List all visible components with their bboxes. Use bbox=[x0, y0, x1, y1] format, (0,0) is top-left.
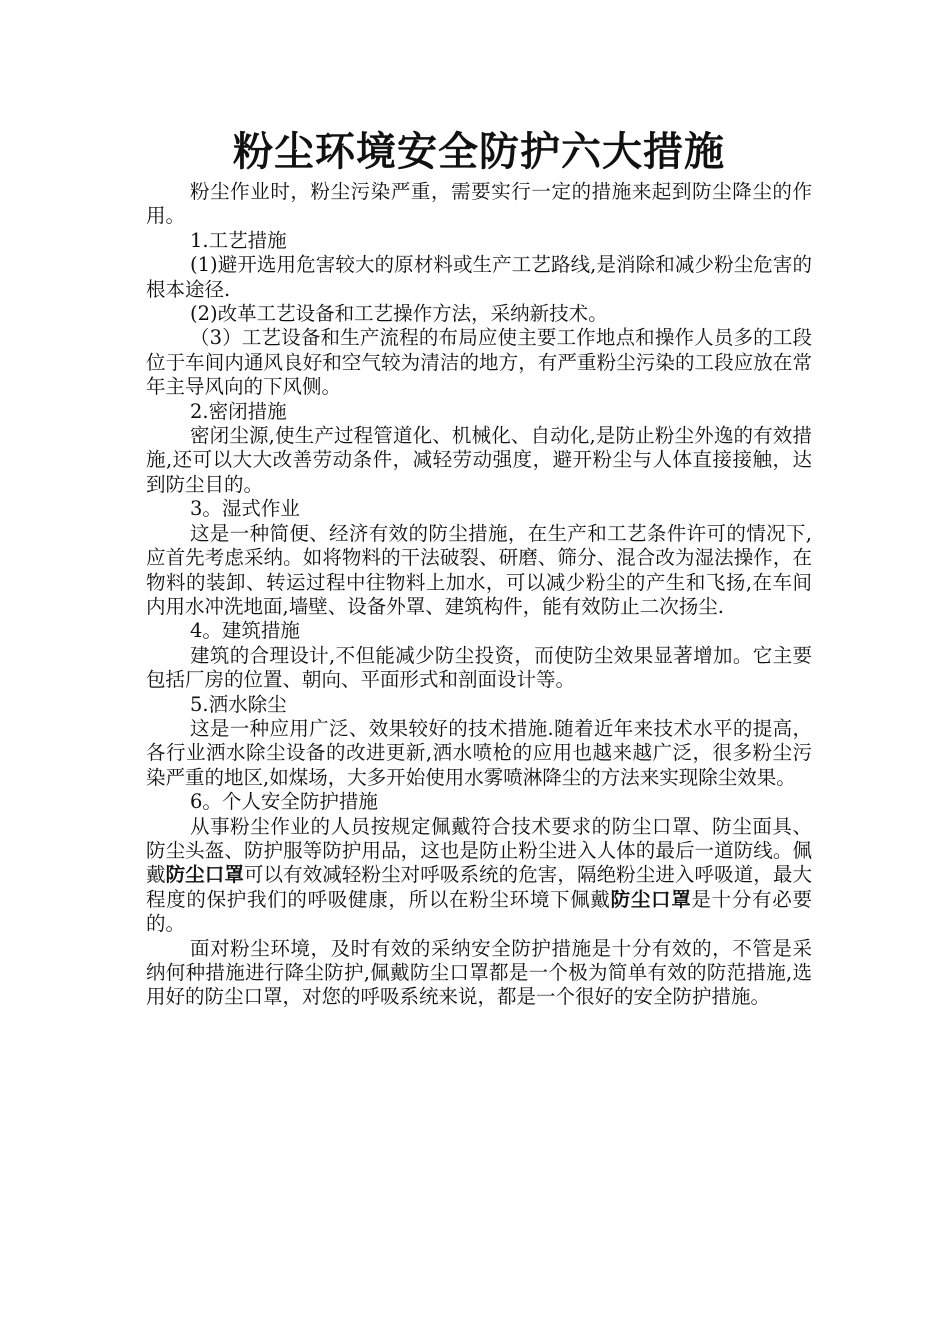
section-1-paragraph-3: （3）工艺设备和生产流程的布局应使主要工作地点和操作人员多的工段位于车间内通风良好和空气较为清洁的地方，有严重粉尘污染的工段应放在常年主导风向的下风侧。 bbox=[146, 326, 812, 399]
section-heading-3: 3。湿式作业 bbox=[190, 497, 300, 521]
section-heading-5: 5.洒水除尘 bbox=[190, 692, 287, 716]
intro-paragraph: 粉尘作业时，粉尘污染严重，需要实行一定的措施来起到防尘降尘的作用。 bbox=[146, 180, 812, 228]
section-6-paragraph-1 bbox=[146, 815, 812, 937]
document-body bbox=[146, 180, 812, 1010]
section-2-paragraph-1: 密闭尘源,使生产过程管道化、机械化、自动化,是防止粉尘外逸的有效措施,还可以大大改善劳动条件，减轻劳动强度，避开粉尘与人体直接接触，达到防尘目的。 bbox=[146, 424, 812, 496]
section-heading-1: 1.工艺措施 bbox=[190, 228, 287, 252]
dust-mask-keyword: 防尘口罩 bbox=[165, 863, 244, 887]
section-6-text-c: 可以有效减轻粉尘对呼吸系统的危害，隔绝粉尘进入呼吸道，最大程度的保护我们的呼吸健康，所以在粉尘环境下佩戴 bbox=[146, 863, 812, 911]
section-4-paragraph-1: 建筑的合理设计,不但能减少防尘投资，而使防尘效果显著增加。它主要包括厂房的位置、朝向、平面形式和剖面设计等。 bbox=[146, 643, 812, 692]
section-6-text-a: 从事粉尘作业的人员按规定佩戴符合技术要求的防尘口罩、防尘面具、防尘头盔、防护服等防护用品，这也是防止粉尘进入人体的最后一道防线。佩戴 bbox=[146, 814, 812, 887]
section-1-paragraph-1: (1)避开选用危害较大的原材料或生产工艺路线,是消除和减少粉尘危害的根本途径. bbox=[146, 253, 812, 301]
section-heading-2: 2.密闭措施 bbox=[190, 399, 287, 423]
dust-mask-keyword: 防尘口罩 bbox=[610, 887, 692, 911]
section-6-text-e: 是十分有必要的。 bbox=[146, 887, 812, 936]
document-title: 粉尘环境安全防护六大措施 bbox=[233, 129, 725, 175]
section-1-paragraph-2: (2)改革工艺设备和工艺操作方法，采纳新技术。 bbox=[190, 302, 608, 326]
section-heading-4: 4。建筑措施 bbox=[190, 619, 300, 643]
section-5-paragraph-1: 这是一种应用广泛、效果较好的技术措施.随着近年来技术水平的提高，各行业洒水除尘设备的改进更新,洒水喷枪的应用也越来越广泛，很多粉尘污染严重的地区,如煤场，大多开始使用水雾喷淋降尘的方法来实现除尘效果。 bbox=[146, 716, 812, 789]
section-3-paragraph-1: 这是一种简便、经济有效的防尘措施，在生产和工艺条件许可的情况下,应首先考虑采纳。如将物料的干法破裂、研磨、筛分、混合改为湿法操作，在物料的装卸、转运过程中往物料上加水，可以减少粉尘的产生和飞扬,在车间内用水冲洗地面,墙壁、设备外罩、建筑构件，能有效防止二次扬尘. bbox=[146, 521, 812, 618]
document-page bbox=[146, 124, 812, 1010]
conclusion-paragraph: 面对粉尘环境，及时有效的采纳安全防护措施是十分有效的，不管是采纳何种措施进行降尘防护,佩戴防尘口罩都是一个极为简单有效的防范措施,选用好的防尘口罩，对您的呼吸系统来说，都是一个很好的安全防护措施。 bbox=[146, 936, 812, 1009]
section-heading-6: 6。个人安全防护措施 bbox=[190, 790, 378, 814]
